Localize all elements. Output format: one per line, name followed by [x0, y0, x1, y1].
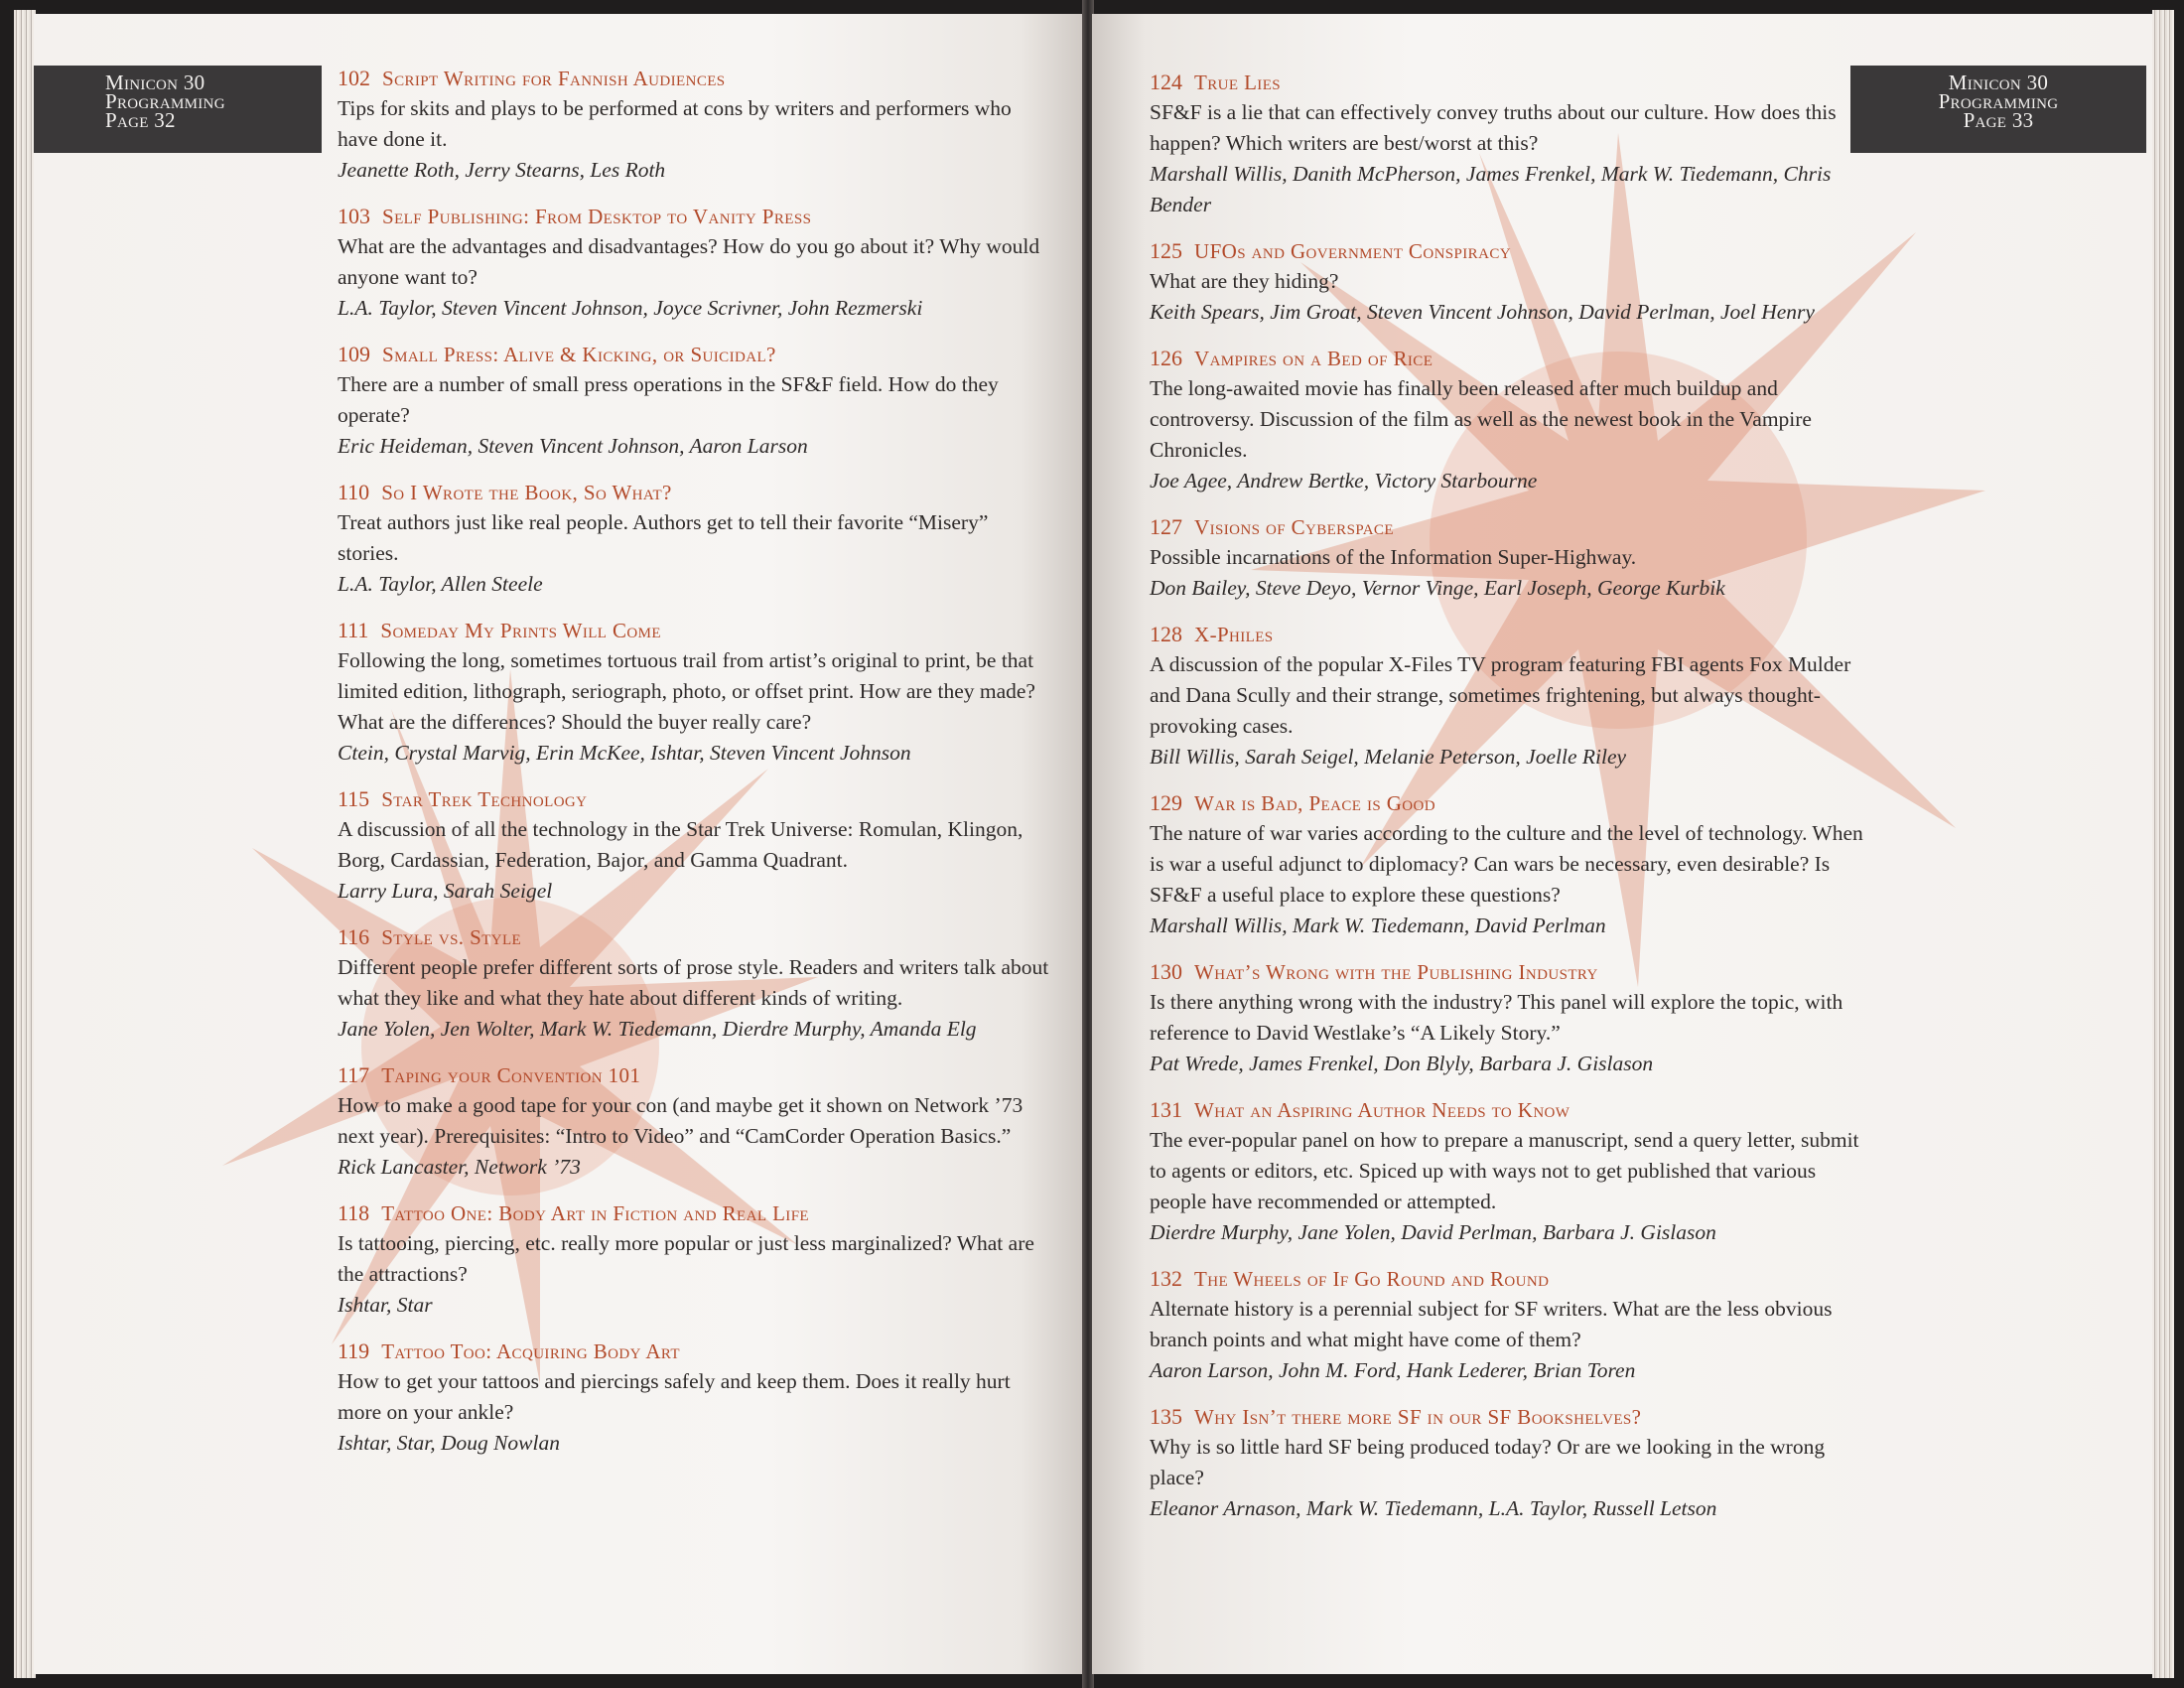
program-item [1150, 788, 1864, 941]
item-number: 103 [338, 204, 370, 228]
program-item [338, 922, 1052, 1045]
program-item [1150, 512, 1864, 604]
item-number: 135 [1150, 1404, 1182, 1429]
item-panelists: Rick Lancaster, Network ’73 [338, 1155, 581, 1179]
header-page-number: Page 33 [1963, 108, 2034, 132]
header-section: Programming [105, 89, 225, 113]
item-title: Visions of Cyberspace [1194, 515, 1394, 539]
item-panelists: Marshall Willis, Mark W. Tiedemann, David Perlman [1150, 914, 1606, 937]
item-number: 125 [1150, 238, 1182, 263]
item-title: Why Isn’t there more SF in our SF Bookshelves? [1194, 1405, 1642, 1429]
program-item [338, 1060, 1052, 1183]
program-listing-right [1150, 68, 1864, 1540]
item-panelists: L.A. Taylor, Allen Steele [338, 572, 543, 596]
item-panelists: Ishtar, Star [338, 1293, 433, 1317]
item-description: The long-awaited movie has finally been released after much buildup and controversy. Discussion of the film as well as the newest book in the Vampire Chronicles. [1150, 376, 1812, 462]
item-title: Someday My Prints Will Come [380, 619, 661, 642]
item-title: So I Wrote the Book, So What? [381, 481, 672, 504]
item-number: 111 [338, 618, 369, 642]
item-title: Tattoo One: Body Art in Fiction and Real Life [381, 1201, 809, 1225]
item-description: What are the advantages and disadvantages? How do you go about it? Why would anyone want to? [338, 234, 1040, 289]
program-item [1150, 236, 1864, 328]
item-heading [338, 478, 1052, 507]
item-description: Is tattooing, piercing, etc. really more popular or just less marginalized? What are the attractions? [338, 1231, 1034, 1286]
item-heading [338, 1336, 1052, 1366]
item-heading [338, 1060, 1052, 1090]
item-heading [338, 784, 1052, 814]
program-item [338, 64, 1052, 186]
program-item [1150, 1095, 1864, 1248]
item-heading [338, 202, 1052, 231]
item-number: 126 [1150, 346, 1182, 370]
item-title: Small Press: Alive & Kicking, or Suicidal? [382, 343, 776, 366]
item-description: Is there anything wrong with the industry? This panel will explore the topic, with reference to David Westlake’s “A Likely Story.” [1150, 990, 1843, 1045]
item-title: Vampires on a Bed of Rice [1194, 347, 1433, 370]
left-page [34, 14, 1084, 1674]
item-number: 109 [338, 342, 370, 366]
item-heading [1150, 788, 1864, 818]
item-number: 130 [1150, 959, 1182, 984]
item-number: 102 [338, 66, 370, 90]
program-item [338, 784, 1052, 907]
item-panelists: Aaron Larson, John M. Ford, Hank Lederer, Brian Toren [1150, 1358, 1636, 1382]
item-description: What are they hiding? [1150, 269, 1339, 293]
item-panelists: Bill Willis, Sarah Seigel, Melanie Peterson, Joelle Riley [1150, 745, 1627, 769]
item-heading [1150, 344, 1864, 373]
program-item [1150, 1402, 1864, 1524]
item-heading [338, 1198, 1052, 1228]
item-description: Different people prefer different sorts of prose style. Readers and writers talk about what they like and what they hate about different kinds of writing. [338, 955, 1049, 1010]
item-heading [338, 922, 1052, 952]
item-title: The Wheels of If Go Round and Round [1194, 1267, 1550, 1291]
program-item [1150, 620, 1864, 773]
item-description: Tips for skits and plays to be performed at cons by writers and performers who have done it. [338, 96, 1012, 151]
page-edges-right [2152, 10, 2174, 1678]
item-number: 115 [338, 786, 370, 811]
header-title: Minicon 30 [105, 70, 205, 94]
item-description: There are a number of small press operations in the SF&F field. How do they operate? [338, 372, 999, 427]
item-heading [338, 616, 1052, 645]
item-description: A discussion of all the technology in the Star Trek Universe: Romulan, Klingon, Borg, Cardassian, Federation, Bajor, and Gamma Quadrant. [338, 817, 1024, 872]
program-item [338, 1336, 1052, 1459]
program-item [1150, 1264, 1864, 1386]
item-title: UFOs and Government Conspiracy [1194, 239, 1511, 263]
item-heading [1150, 68, 1864, 97]
program-item [338, 340, 1052, 462]
page-header-left [34, 66, 322, 153]
item-panelists: Larry Lura, Sarah Seigel [338, 879, 553, 903]
item-title: Star Trek Technology [381, 787, 588, 811]
item-heading [1150, 236, 1864, 266]
header-section: Programming [1938, 89, 2059, 113]
item-title: War is Bad, Peace is Good [1194, 791, 1436, 815]
item-number: 132 [1150, 1266, 1182, 1291]
item-title: Taping your Convention 101 [381, 1063, 641, 1087]
item-title: Style vs. Style [381, 925, 522, 949]
item-number: 124 [1150, 70, 1182, 94]
item-number: 127 [1150, 514, 1182, 539]
page-edges-left [14, 10, 36, 1678]
item-description: Treat authors just like real people. Authors get to tell their favorite “Misery” stories. [338, 510, 989, 565]
item-title: What an Aspiring Author Needs to Know [1194, 1098, 1570, 1122]
item-panelists: Ishtar, Star, Doug Nowlan [338, 1431, 560, 1455]
item-panelists: Don Bailey, Steve Deyo, Vernor Vinge, Earl Joseph, George Kurbik [1150, 576, 1725, 600]
item-number: 110 [338, 480, 370, 504]
page-header-right [1850, 66, 2146, 153]
item-number: 118 [338, 1200, 370, 1225]
item-heading [338, 64, 1052, 93]
item-description: Possible incarnations of the Information Super-Highway. [1150, 545, 1637, 569]
item-heading [1150, 1095, 1864, 1125]
item-number: 116 [338, 924, 370, 949]
item-panelists: Joe Agee, Andrew Bertke, Victory Starbourne [1150, 469, 1538, 492]
item-heading [1150, 1264, 1864, 1294]
item-number: 117 [338, 1062, 370, 1087]
item-heading [1150, 512, 1864, 542]
program-listing-left [338, 64, 1052, 1475]
item-title: What’s Wrong with the Publishing Industry [1194, 960, 1598, 984]
item-panelists: Marshall Willis, Danith McPherson, James Frenkel, Mark W. Tiedemann, Chris Bender [1150, 162, 1832, 216]
header-title: Minicon 30 [1948, 70, 2049, 94]
item-description: Why is so little hard SF being produced today? Or are we looking in the wrong place? [1150, 1435, 1826, 1489]
program-item [338, 1198, 1052, 1321]
program-item [338, 616, 1052, 769]
item-panelists: Eric Heideman, Steven Vincent Johnson, Aaron Larson [338, 434, 808, 458]
item-panelists: Jeanette Roth, Jerry Stearns, Les Roth [338, 158, 666, 182]
item-panelists: Eleanor Arnason, Mark W. Tiedemann, L.A. Taylor, Russell Letson [1150, 1496, 1717, 1520]
item-heading [1150, 1402, 1864, 1432]
item-heading [338, 340, 1052, 369]
item-title: True Lies [1194, 70, 1282, 94]
item-number: 131 [1150, 1097, 1182, 1122]
program-item [338, 202, 1052, 324]
item-description: Alternate history is a perennial subject for SF writers. What are the less obvious branch points and what might have come of them? [1150, 1297, 1833, 1351]
item-number: 119 [338, 1338, 370, 1363]
item-description: Following the long, sometimes tortuous trail from artist’s original to print, be that limited edition, lithograph, seriograph, photo, or offset print. How are they made? What are the differences? Should the buyer really care? [338, 648, 1035, 734]
item-number: 128 [1150, 622, 1182, 646]
item-description: The nature of war varies according to the culture and the level of technology. When is war a useful adjunct to diplomacy? Can wars be necessary, even desirable? Is SF&F a useful place to explore these questions? [1150, 821, 1863, 907]
item-description: A discussion of the popular X-Files TV program featuring FBI agents Fox Mulder and Dana Scully and their strange, sometimes frightening, but always thought-provoking cases. [1150, 652, 1851, 738]
item-description: How to get your tattoos and piercings safely and keep them. Does it really hurt more on your ankle? [338, 1369, 1011, 1424]
item-panelists: Jane Yolen, Jen Wolter, Mark W. Tiedemann, Dierdre Murphy, Amanda Elg [338, 1017, 977, 1041]
item-title: Tattoo Too: Acquiring Body Art [381, 1339, 680, 1363]
item-panelists: Ctein, Crystal Marvig, Erin McKee, Ishtar, Steven Vincent Johnson [338, 741, 911, 765]
item-panelists: Keith Spears, Jim Groat, Steven Vincent Johnson, David Perlman, Joel Henry [1150, 300, 1815, 324]
item-title: X-Philes [1194, 623, 1274, 646]
item-description: How to make a good tape for your con (and maybe get it shown on Network ’73 next year). Prerequisites: “Intro to Video” and “CamCorder Operation Basics.” [338, 1093, 1024, 1148]
item-heading [1150, 957, 1864, 987]
item-panelists: Dierdre Murphy, Jane Yolen, David Perlman, Barbara J. Gislason [1150, 1220, 1716, 1244]
item-description: The ever-popular panel on how to prepare a manuscript, send a query letter, submit to agents or editors, etc. Spiced up with ways not to get published that various people have recommended or attempted. [1150, 1128, 1859, 1213]
item-description: SF&F is a lie that can effectively convey truths about our culture. How does this happen? Which writers are best/worst at this? [1150, 100, 1837, 155]
header-page-number: Page 32 [105, 108, 176, 132]
right-page [1092, 14, 2152, 1674]
program-item [1150, 957, 1864, 1079]
program-item [1150, 344, 1864, 496]
item-number: 129 [1150, 790, 1182, 815]
item-title: Script Writing for Fannish Audiences [382, 67, 726, 90]
program-item [338, 478, 1052, 600]
item-panelists: L.A. Taylor, Steven Vincent Johnson, Joyce Scrivner, John Rezmerski [338, 296, 923, 320]
item-panelists: Pat Wrede, James Frenkel, Don Blyly, Barbara J. Gislason [1150, 1052, 1654, 1075]
item-title: Self Publishing: From Desktop to Vanity Press [382, 205, 812, 228]
program-item [1150, 68, 1864, 220]
item-heading [1150, 620, 1864, 649]
